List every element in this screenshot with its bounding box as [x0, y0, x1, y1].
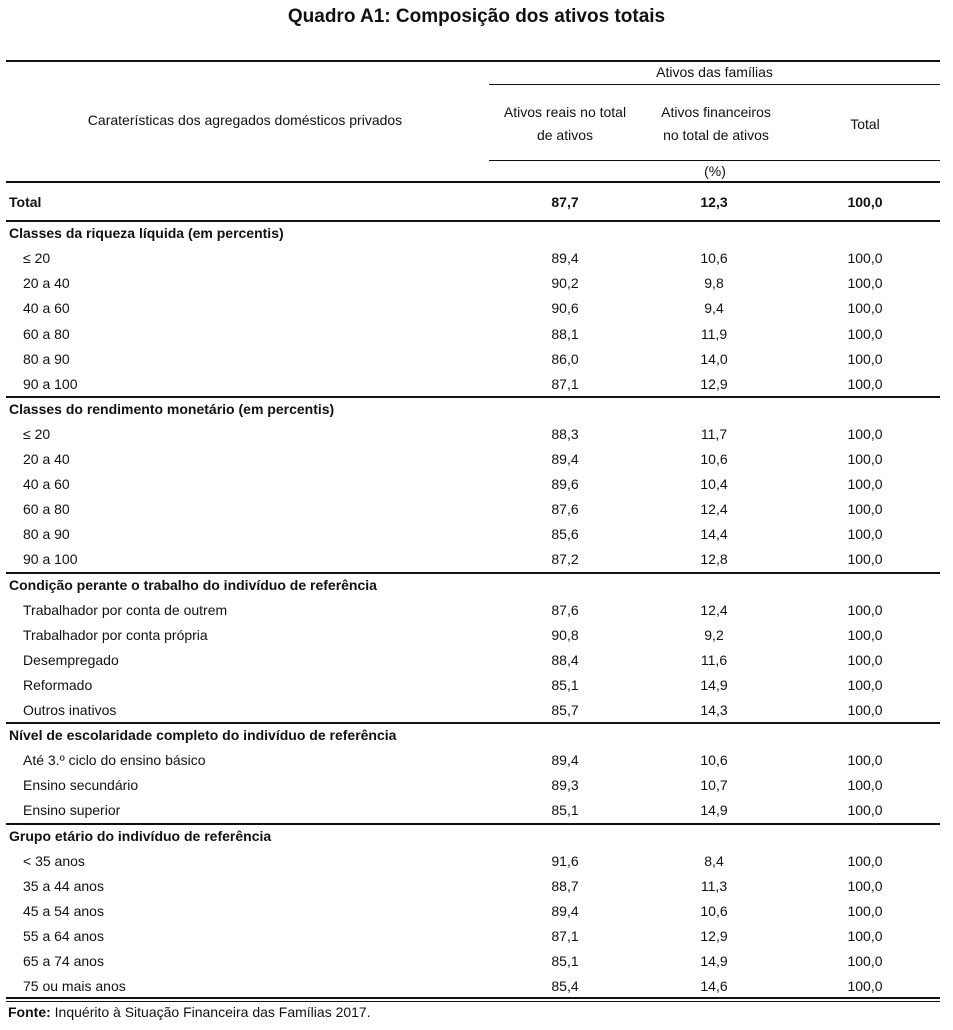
row-label: 20 a 40: [23, 275, 70, 292]
header-col-real-line2: de ativos: [536, 127, 594, 143]
section-title: Condição perante o trabalho do indivíduo de referência: [9, 576, 377, 593]
row-total: 100,0: [847, 877, 883, 894]
row-total: 100,0: [847, 551, 883, 568]
row-real: 89,6: [551, 476, 579, 493]
row-label: Desempregado: [23, 651, 119, 668]
row-total: 100,0: [847, 476, 883, 493]
row-fin: 12,8: [700, 551, 728, 568]
row-total: 100,0: [847, 752, 883, 769]
row-total: 100,0: [847, 702, 883, 718]
row-total: 100,0: [847, 902, 883, 919]
row-fin: 14,4: [700, 526, 728, 543]
row-fin: 14,6: [700, 978, 728, 995]
table-title: Quadro A1: Composição dos ativos totais: [287, 6, 666, 27]
row-label: Reformado: [23, 676, 93, 693]
row-fin: 10,6: [700, 451, 728, 467]
row-fin: 10,6: [700, 250, 728, 267]
header-row-label: Caraterísticas dos agregados domésticos privados: [87, 112, 403, 128]
row-real: 88,3: [551, 425, 579, 442]
row-fin: 12,4: [700, 501, 728, 518]
row-label: 80 a 90: [23, 350, 70, 367]
row-fin: 9,4: [704, 300, 724, 317]
row-total: 100,0: [847, 425, 883, 442]
row-real: 86,0: [551, 350, 579, 367]
row-real: 90,6: [551, 300, 579, 317]
row-fin: 12,4: [700, 601, 728, 618]
row-total: 100,0: [847, 526, 883, 543]
section-rule: [6, 220, 940, 222]
row-real: 85,7: [551, 702, 579, 718]
row-fin: 10,7: [700, 777, 728, 794]
row-fin: 11,3: [700, 877, 728, 894]
row-label: 20 a 40: [23, 451, 70, 467]
row-fin: 14,0: [700, 350, 728, 367]
row-total: 100,0: [847, 300, 883, 317]
row-real: 89,4: [551, 752, 579, 769]
row-label: Até 3.º ciclo do ensino básico: [23, 752, 206, 769]
row-total: 100,0: [847, 802, 883, 819]
row-real: 87,6: [551, 601, 579, 618]
row-total: 100,0: [847, 451, 883, 467]
section-rule: [6, 823, 940, 825]
row-real: 88,7: [551, 877, 579, 894]
row-real: 89,4: [551, 250, 579, 267]
row-fin: 14,9: [700, 953, 728, 969]
row-real: 85,6: [551, 526, 579, 543]
row-real: 90,2: [551, 275, 579, 292]
row-label: 90 a 100: [23, 551, 78, 568]
row-total: 100,0: [847, 927, 883, 944]
section-title: Nível de escolaridade completo do indivíduo de referência: [9, 727, 397, 744]
row-total: 100,0: [847, 350, 883, 367]
source-label: Fonte:: [8, 1004, 51, 1020]
row-label: < 35 anos: [23, 852, 85, 869]
row-label: 40 a 60: [23, 476, 70, 493]
row-fin: 9,8: [704, 275, 724, 292]
row-total: 100,0: [847, 375, 883, 392]
row-real: 88,4: [551, 651, 579, 668]
row-label: Trabalhador por conta de outrem: [23, 601, 228, 618]
bottom-rule-1: [6, 997, 940, 999]
row-fin: 8,4: [704, 852, 724, 869]
header-group-label: Ativos das famílias: [656, 64, 773, 80]
row-real: 85,1: [551, 802, 579, 819]
header-col-fin-line2: no total de ativos: [663, 127, 769, 143]
row-fin: 14,9: [700, 676, 728, 693]
row-label: Ensino secundário: [23, 777, 139, 794]
row-label: Ensino superior: [23, 802, 121, 819]
header-col-real: [490, 101, 640, 147]
section-rule: [6, 722, 940, 724]
row-total: 100,0: [847, 501, 883, 518]
row-label: ≤ 20: [23, 425, 51, 442]
row-real: 90,8: [551, 626, 579, 643]
section-rule: [6, 572, 940, 574]
section-title: Grupo etário do indivíduo de referência: [9, 827, 272, 844]
row-real: 87,1: [551, 927, 579, 944]
row-total: 100,0: [847, 325, 883, 342]
row-total: 100,0: [847, 651, 883, 668]
row-total: 100,0: [847, 953, 883, 969]
group-rule: [489, 84, 940, 85]
row-label: 40 a 60: [23, 300, 70, 317]
row-fin: 14,9: [700, 802, 728, 819]
row-fin: 10,6: [700, 902, 728, 919]
row-label: 60 a 80: [23, 501, 70, 518]
total-total: 100,0: [847, 194, 883, 210]
row-real: 85,1: [551, 676, 579, 693]
section-rule: [6, 396, 940, 398]
row-real: 87,6: [551, 501, 579, 518]
row-fin: 9,2: [704, 626, 724, 643]
row-label: 60 a 80: [23, 325, 70, 342]
section-title: Classes da riqueza líquida (em percentis): [9, 225, 284, 242]
header-col-fin-line1: Ativos financeiros: [661, 104, 771, 120]
row-real: 85,1: [551, 953, 579, 969]
row-real: 91,6: [551, 852, 579, 869]
row-fin: 12,9: [700, 375, 728, 392]
header-col-real-line1: Ativos reais no total: [503, 104, 627, 120]
section-title: Classes do rendimento monetário (em percentis): [9, 400, 335, 417]
row-total: 100,0: [847, 852, 883, 869]
row-real: 87,2: [551, 551, 579, 568]
header-col-fin: [641, 101, 791, 147]
row-total: 100,0: [847, 676, 883, 693]
row-label: ≤ 20: [23, 250, 51, 267]
row-label: 80 a 90: [23, 526, 70, 543]
row-label: 35 a 44 anos: [23, 877, 104, 894]
row-fin: 10,4: [700, 476, 728, 493]
total-fin: 12,3: [700, 194, 728, 210]
row-real: 89,3: [551, 777, 579, 794]
row-total: 100,0: [847, 275, 883, 292]
row-real: 89,4: [551, 451, 579, 467]
row-total: 100,0: [847, 777, 883, 794]
row-label: 75 ou mais anos: [23, 978, 126, 995]
source-text: Inquérito à Situação Financeira das Famílias 2017.: [50, 1004, 371, 1020]
row-fin: 12,9: [700, 927, 728, 944]
row-real: 89,4: [551, 902, 579, 919]
row-label: Outros inativos: [23, 702, 117, 718]
row-fin: 14,3: [700, 702, 728, 718]
header-col-total: Total: [850, 116, 880, 132]
header-bottom-rule: [6, 181, 940, 183]
source-note: [8, 1004, 371, 1020]
row-fin: 11,9: [700, 325, 728, 342]
row-fin: 10,6: [700, 752, 728, 769]
row-fin: 11,6: [700, 651, 728, 668]
row-real: 87,1: [551, 375, 579, 392]
bottom-rule-2: [6, 1001, 940, 1002]
row-total: 100,0: [847, 978, 883, 995]
total-real: 87,7: [551, 194, 579, 210]
row-fin: 11,7: [700, 425, 728, 442]
header-unit: (%): [704, 163, 726, 179]
row-label: 90 a 100: [23, 375, 78, 392]
total-label: Total: [9, 194, 42, 210]
row-total: 100,0: [847, 250, 883, 267]
row-label: 65 a 74 anos: [23, 953, 104, 969]
row-real: 85,4: [551, 978, 579, 995]
row-real: 88,1: [551, 325, 579, 342]
row-total: 100,0: [847, 626, 883, 643]
row-label: 45 a 54 anos: [23, 902, 104, 919]
row-label: Trabalhador por conta própria: [23, 626, 208, 643]
row-label: 55 a 64 anos: [23, 927, 104, 944]
row-total: 100,0: [847, 601, 883, 618]
